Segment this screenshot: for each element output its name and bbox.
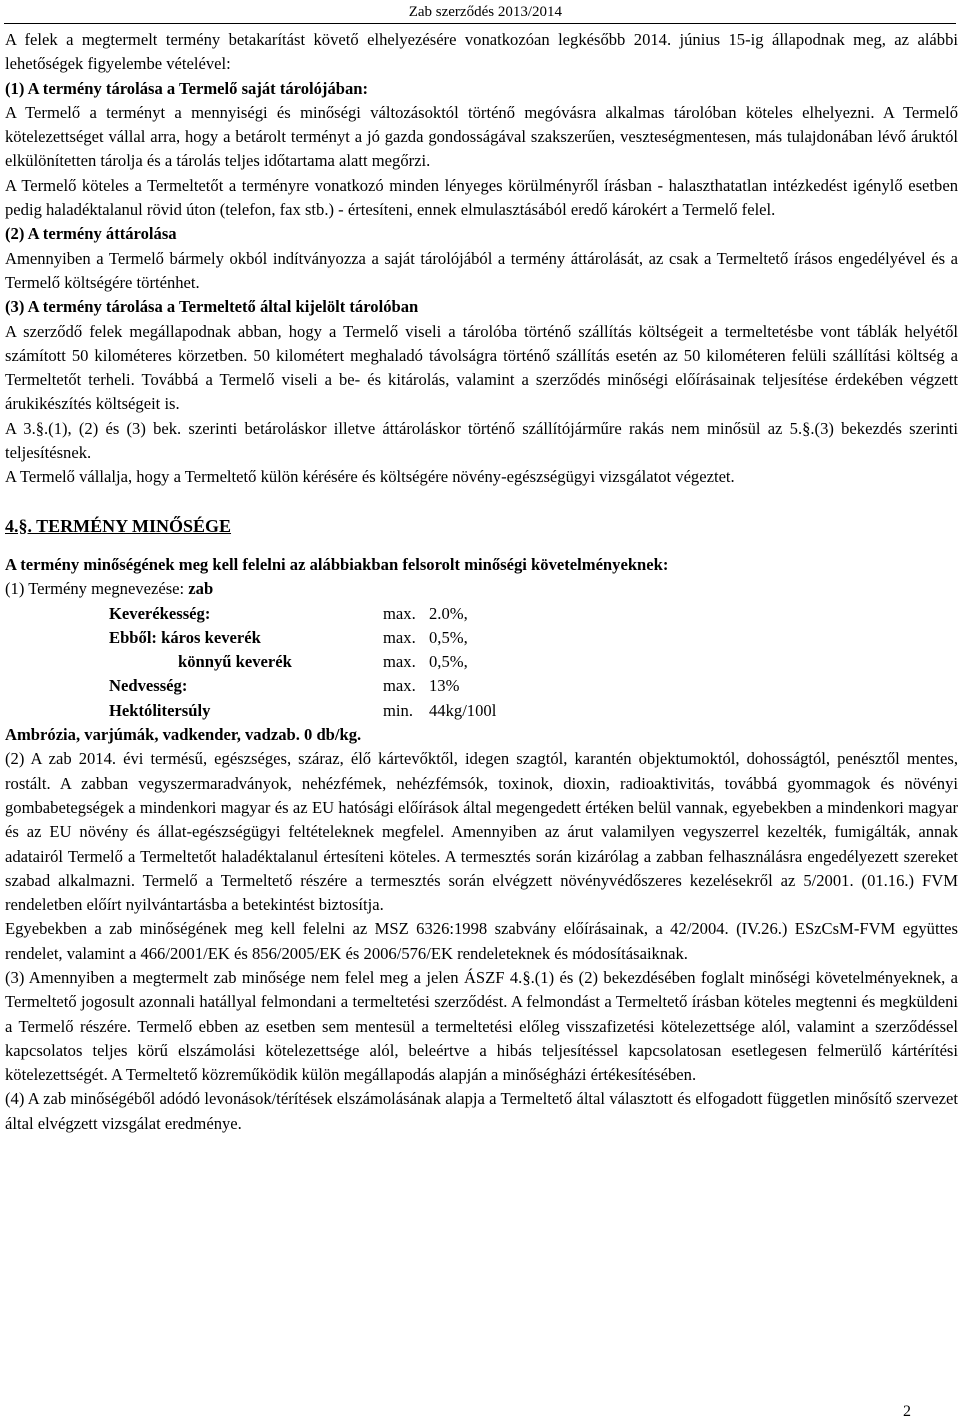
section-4-paragraph-4: (3) Amennyiben a megtermelt zab minősége nem felel meg a jelen ÁSZF 4.§.(1) és (2) bekezdésében foglalt minőségi követelményeknek, a Termeltető jogosult azonnali hatállyal felmondani a termeltetési szerződést. A felmondást a Termeltető írásban köteles megtenni és megküldeni a Termelő részére. Termelő ebben az esetben sem mentesül a termeltetési előleg visszafizetési kötelezettsége alól, valamint a szerződéssel kapcsolatos teljes körű elszámolási kötelezettsége alól, beleértve a hibás teljesítéssel kapcsolatosan esetlegesen felmerülő kártérítési kötelezettségét. A Termeltető közreműködik külön megállapodás alapján a minőségházi értékesítésében.	[5, 967, 958, 1085]
product-name-label: (1) Termény megnevezése:	[5, 579, 189, 599]
section-2-title: (2) A termény áttárolása	[5, 224, 177, 244]
quality-label: Keverékesség:	[109, 603, 211, 623]
quality-row	[109, 650, 496, 674]
quality-label: Hektólitersúly	[109, 700, 211, 720]
section-4-heading: 4.§. TERMÉNY MINŐSÉGE	[5, 515, 232, 536]
section-2-paragraph-1: Amennyiben a Termelő bármely okból indítványozza a saját tárolójából a termény áttárolását, az csak a Termeltető írásos engedélyével és a Termelő költségére történhet.	[5, 248, 958, 292]
section-4-paragraph-3: Egyebekben a zab minőségének meg kell felelni az MSZ 6326:1998 szabvány előírásainak, a 42/2004. (IV.26.) ESzCsM-FVM együttes rendelet, valamint a 466/2001/EK és 856/2005/EK és 2006/576/EK rendeleteknek és módosításaiknak.	[5, 919, 958, 963]
document-body	[5, 28, 958, 1136]
section-4-paragraph-2: (2) A zab 2014. évi termésű, egészséges, száraz, élő kártevőktől, idegen szagtól, karantén objektumoktól, dohosságtól, penésztől mentes, rostált. A zabban vegyszermaradványok, nehézfémek, nehézfémsók, toxinok, dioxin, radioaktivitás, továbbá gyommagok és növényi gombabetegségek a mindenkori magyar és az EU hatósági előírások által megengedett értéken belül vannak, egyebekben a mindenkori magyar és az EU növény és állat-egészségügyi feltételeknek megfelel. Amennyiben az árut valamilyen vegyszerrel kezelték, fumigálták, annak adatairól Termelő a Termeltetőt haladéktalanul értesíteni köteles. A termesztés során kizárólag a zabban felhasználásra engedélyezett szereket szabad alkalmazni. Termelő a Termeltető részére a termesztés során elvégzett növényvédőszeres kezelésekről az 5/2001. (01.16.) FVM rendeletben előírt nyilvántartásba a betekintést biztosítja.	[5, 749, 958, 915]
quality-kind: min.	[383, 700, 413, 720]
intro-paragraph: A felek a megtermelt termény betakarítást követő elhelyezésére vonatkozóan legkésőbb 2014. június 15-ig állapodnak meg, az alábbi lehetőségek figyelembe vételével:	[5, 30, 958, 74]
ambrozia-line: Ambrózia, varjúmák, vadkender, vadzab. 0 db/kg.	[5, 725, 362, 745]
quality-label: Ebből: káros keverék	[109, 627, 261, 647]
quality-value: 2.0%,	[429, 603, 468, 623]
section-3-title: (3) A termény tárolása a Termeltető által kijelölt tárolóban	[5, 297, 419, 317]
quality-kind: max.	[383, 676, 416, 696]
quality-row	[109, 699, 496, 723]
quality-label: könnyű keverék	[178, 652, 292, 672]
section-1-paragraph-2: A Termelő köteles a Termeltetőt a terményre vonatkozó minden lényeges körülményről írásban - halaszthatatlan intézkedést igénylő esetben pedig haladéktalanul rövid úton (telefon, fax stb.) - értesíteni, ennek elmulasztásából eredő károkért a Termelő felel.	[5, 175, 958, 220]
section-3-paragraph-2: A 3.§.(1), (2) és (3) bek. szerinti betároláskor illetve áttároláskor történő szállítójárműre rakás nem minősül az 5.§.(3) bekezdés szerinti teljesítésnek.	[5, 418, 958, 463]
section-4-paragraph-5: (4) A zab minőségéből adódó levonások/térítések elszámolásának alapja a Termeltető által választott és elfogadott független minősítő szervezet által elvégzett vizsgálat eredménye.	[5, 1089, 958, 1133]
section-1-paragraph-1: A Termelő a terményt a mennyiségi és minőségi változásoktól történő megóvásra alkalmas tárolóban köteles elhelyezni. A Termelő kötelezettséget vállal arra, hogy a betárolt terményt a jó gazda gondosságával szakszerűen, veszteségmentesen, más tulajdonában lévő áruktól elkülönítetten tárolja és a tárolás teljes időtartama alatt megőrzi.	[5, 102, 958, 171]
quality-label: Nedvesség:	[109, 676, 188, 696]
page-number: 2	[903, 1403, 911, 1420]
quality-kind: max.	[383, 603, 416, 623]
header-title: Zab szerződés 2013/2014	[408, 4, 562, 20]
quality-table	[109, 602, 496, 723]
quality-kind: max.	[383, 627, 416, 647]
quality-value: 44kg/100l	[429, 700, 497, 720]
header-rule	[4, 23, 956, 24]
quality-value: 0,5%,	[429, 627, 468, 647]
product-name-value: zab	[188, 579, 214, 599]
quality-value: 13%	[429, 676, 460, 696]
product-name-line	[5, 577, 958, 601]
quality-value: 0,5%,	[429, 652, 468, 672]
section-3-paragraph-1: A szerződő felek megállapodnak abban, hogy a Termelő viseli a tárolóba történő szállítás költségeit a termeltetésbe vont táblák helyétől számított 50 kilométeres körzetben. 50 kilométert meghaladó távolságra történő szállítás esetén az 50 kilométeren felüli szállítási költség a Termeltetőt terheli. Továbbá a Termelő viseli a be- és kitárolás, valamint a szerződés minőségi előírásainak teljesítése érdekében végzett árukikészítés költségeit is.	[5, 321, 958, 414]
quality-row	[109, 626, 496, 650]
quality-kind: max.	[383, 652, 416, 672]
quality-row	[109, 674, 496, 698]
section-3-paragraph-3: A Termelő vállalja, hogy a Termeltető külön kérésére és költségére növény-egészségügyi vizsgálatot végeztet.	[5, 467, 735, 487]
quality-lead: A termény minőségének meg kell felelni az alábbiakban felsorolt minőségi követelményeknek:	[5, 554, 669, 574]
section-1-title: (1) A termény tárolása a Termelő saját tárolójában:	[5, 78, 369, 98]
quality-row	[109, 602, 496, 626]
